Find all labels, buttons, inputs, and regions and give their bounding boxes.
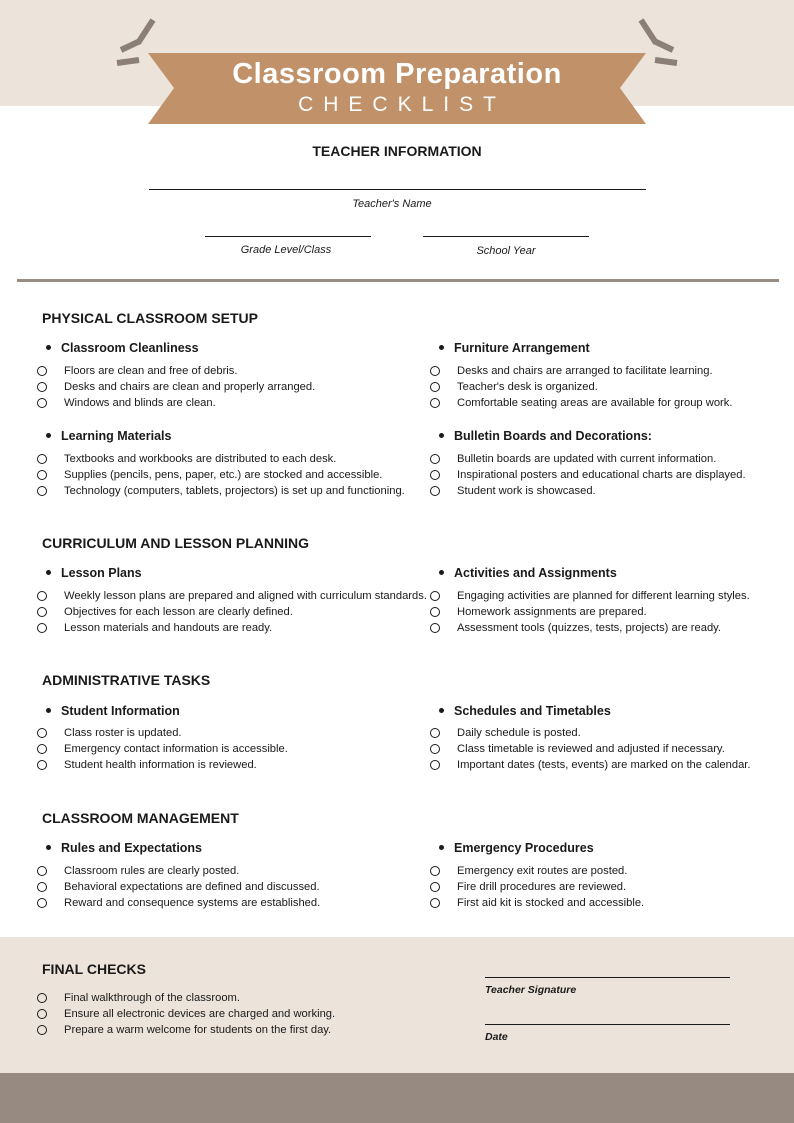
teacher-name-field[interactable] <box>149 189 646 190</box>
final-checks-panel <box>0 937 794 1073</box>
teacher-signature-label: Teacher Signature <box>485 984 577 996</box>
checklist-item: Student work is showcased. <box>457 485 596 497</box>
checkbox[interactable] <box>37 398 47 408</box>
group-title <box>46 429 171 443</box>
bullet-icon <box>439 345 444 350</box>
checkbox[interactable] <box>37 882 47 892</box>
checkbox[interactable] <box>37 744 47 754</box>
checklist-item: Objectives for each lesson are clearly defined. <box>64 606 293 618</box>
bullet-icon <box>439 708 444 713</box>
group-title <box>439 566 617 580</box>
group-label: Emergency Procedures <box>454 841 594 855</box>
bullet-icon <box>439 433 444 438</box>
page-subtitle: CHECKLIST <box>298 93 506 116</box>
checklist-item: First aid kit is stocked and accessible. <box>457 897 645 909</box>
checkbox[interactable] <box>430 454 440 464</box>
teacher-signature-field[interactable] <box>485 977 730 978</box>
checkbox[interactable] <box>37 623 47 633</box>
checklist-item: Textbooks and workbooks are distributed to each desk. <box>64 453 337 465</box>
group-label: Lesson Plans <box>61 566 142 580</box>
checklist-item: Technology (computers, tablets, projectors) is set up and functioning. <box>64 485 405 497</box>
left-sparks-icon <box>117 20 153 63</box>
bullet-icon <box>46 433 51 438</box>
checkbox[interactable] <box>430 486 440 496</box>
group-label: Activities and Assignments <box>454 566 617 580</box>
checklist-item: Ensure all electronic devices are charged and working. <box>64 1008 336 1020</box>
checkbox[interactable] <box>430 882 440 892</box>
checklist-item: Floors are clean and free of debris. <box>64 365 238 377</box>
footer-band <box>0 1073 794 1123</box>
group-title <box>439 841 594 855</box>
checklist-item: Windows and blinds are clean. <box>64 397 216 409</box>
group-label: Bulletin Boards and Decorations: <box>454 429 652 443</box>
checklist-item: Class roster is updated. <box>64 727 182 739</box>
bullet-icon <box>46 845 51 850</box>
checkbox[interactable] <box>37 1025 47 1035</box>
checkbox[interactable] <box>37 382 47 392</box>
bullet-icon <box>46 708 51 713</box>
checkbox[interactable] <box>430 382 440 392</box>
checklist-item: Teacher's desk is organized. <box>457 381 598 393</box>
checklist-item: Final walkthrough of the classroom. <box>64 992 240 1004</box>
checkbox[interactable] <box>430 623 440 633</box>
teacher-name-label: Teacher's Name <box>352 198 432 210</box>
checklist-item: Behavioral expectations are defined and discussed. <box>64 881 320 893</box>
checklist-item: Bulletin boards are updated with current information. <box>457 453 717 465</box>
school-year-field[interactable] <box>423 236 589 237</box>
checklist-item: Reward and consequence systems are established. <box>64 897 321 909</box>
checkbox[interactable] <box>37 1009 47 1019</box>
group-title <box>46 841 202 855</box>
teacher-info-heading: TEACHER INFORMATION <box>312 143 482 159</box>
checkbox[interactable] <box>430 591 440 601</box>
group-label: Classroom Cleanliness <box>61 341 199 355</box>
checkbox[interactable] <box>37 866 47 876</box>
group-label: Learning Materials <box>61 429 172 443</box>
date-label: Date <box>485 1031 508 1043</box>
bullet-icon <box>439 570 444 575</box>
checkbox[interactable] <box>430 898 440 908</box>
date-field[interactable] <box>485 1024 730 1025</box>
checklist-item: Classroom rules are clearly posted. <box>64 865 240 877</box>
checklist-item: Prepare a warm welcome for students on the first day. <box>64 1024 332 1036</box>
checklist-item: Fire drill procedures are reviewed. <box>457 881 627 893</box>
group-title <box>439 341 590 355</box>
checkbox[interactable] <box>37 486 47 496</box>
group-title <box>439 704 611 718</box>
grade-level-field[interactable] <box>205 236 371 237</box>
group-title <box>46 704 180 718</box>
checkbox[interactable] <box>37 993 47 1003</box>
checklist-item: Daily schedule is posted. <box>457 727 581 739</box>
checkbox[interactable] <box>430 470 440 480</box>
checklist-item: Engaging activities are planned for different learning styles. <box>457 590 750 602</box>
group-label: Schedules and Timetables <box>454 704 611 718</box>
checkbox[interactable] <box>430 760 440 770</box>
page-title: Classroom Preparation <box>232 58 562 90</box>
bullet-icon <box>46 345 51 350</box>
checklist-item: Lesson materials and handouts are ready. <box>64 622 273 634</box>
checkbox[interactable] <box>430 728 440 738</box>
grade-level-label: Grade Level/Class <box>240 244 332 256</box>
checkbox[interactable] <box>37 760 47 770</box>
checklist-item: Assessment tools (quizzes, tests, projects) are ready. <box>457 622 722 634</box>
group-label: Furniture Arrangement <box>454 341 590 355</box>
checkbox[interactable] <box>37 366 47 376</box>
checklist-item: Desks and chairs are clean and properly arranged. <box>64 381 316 393</box>
checklist-item: Emergency contact information is accessible. <box>64 743 288 755</box>
checklist-item: Desks and chairs are arranged to facilitate learning. <box>457 365 713 377</box>
checkbox[interactable] <box>37 454 47 464</box>
checkbox[interactable] <box>37 728 47 738</box>
group-title <box>46 566 142 580</box>
checkbox[interactable] <box>37 591 47 601</box>
checkbox[interactable] <box>430 398 440 408</box>
group-title <box>46 341 199 355</box>
checklist-item: Weekly lesson plans are prepared and aligned with curriculum standards. <box>64 590 427 602</box>
section-title-curriculum: CURRICULUM AND LESSON PLANNING <box>42 535 310 551</box>
school-year-label: School Year <box>476 245 536 257</box>
checklist-item: Homework assignments are prepared. <box>457 606 647 618</box>
checkbox[interactable] <box>37 898 47 908</box>
checklist-item: Inspirational posters and educational charts are displayed. <box>457 469 746 481</box>
checklist-item: Supplies (pencils, pens, paper, etc.) are stocked and accessible. <box>64 469 383 481</box>
checkbox[interactable] <box>430 744 440 754</box>
checkbox[interactable] <box>430 366 440 376</box>
group-label: Rules and Expectations <box>61 841 203 855</box>
checklist-item: Comfortable seating areas are available for group work. <box>457 397 733 409</box>
checkbox[interactable] <box>430 866 440 876</box>
bullet-icon <box>439 845 444 850</box>
section-title-management: CLASSROOM MANAGEMENT <box>42 810 239 826</box>
group-label: Student Information <box>61 704 180 718</box>
section-title-physical-setup: PHYSICAL CLASSROOM SETUP <box>42 310 258 326</box>
checkbox[interactable] <box>430 607 440 617</box>
group-title <box>439 429 652 443</box>
checklist-item: Emergency exit routes are posted. <box>457 865 628 877</box>
section-title-administrative: ADMINISTRATIVE TASKS <box>42 672 211 688</box>
right-sparks-icon <box>641 20 677 63</box>
checklist-item: Class timetable is reviewed and adjusted if necessary. <box>457 743 725 755</box>
checkbox[interactable] <box>37 470 47 480</box>
checklist-item: Student health information is reviewed. <box>64 759 257 771</box>
section-divider <box>17 279 779 282</box>
bullet-icon <box>46 570 51 575</box>
checklist-item: Important dates (tests, events) are marked on the calendar. <box>457 759 751 771</box>
section-title-final-checks: FINAL CHECKS <box>42 961 146 977</box>
checkbox[interactable] <box>37 607 47 617</box>
